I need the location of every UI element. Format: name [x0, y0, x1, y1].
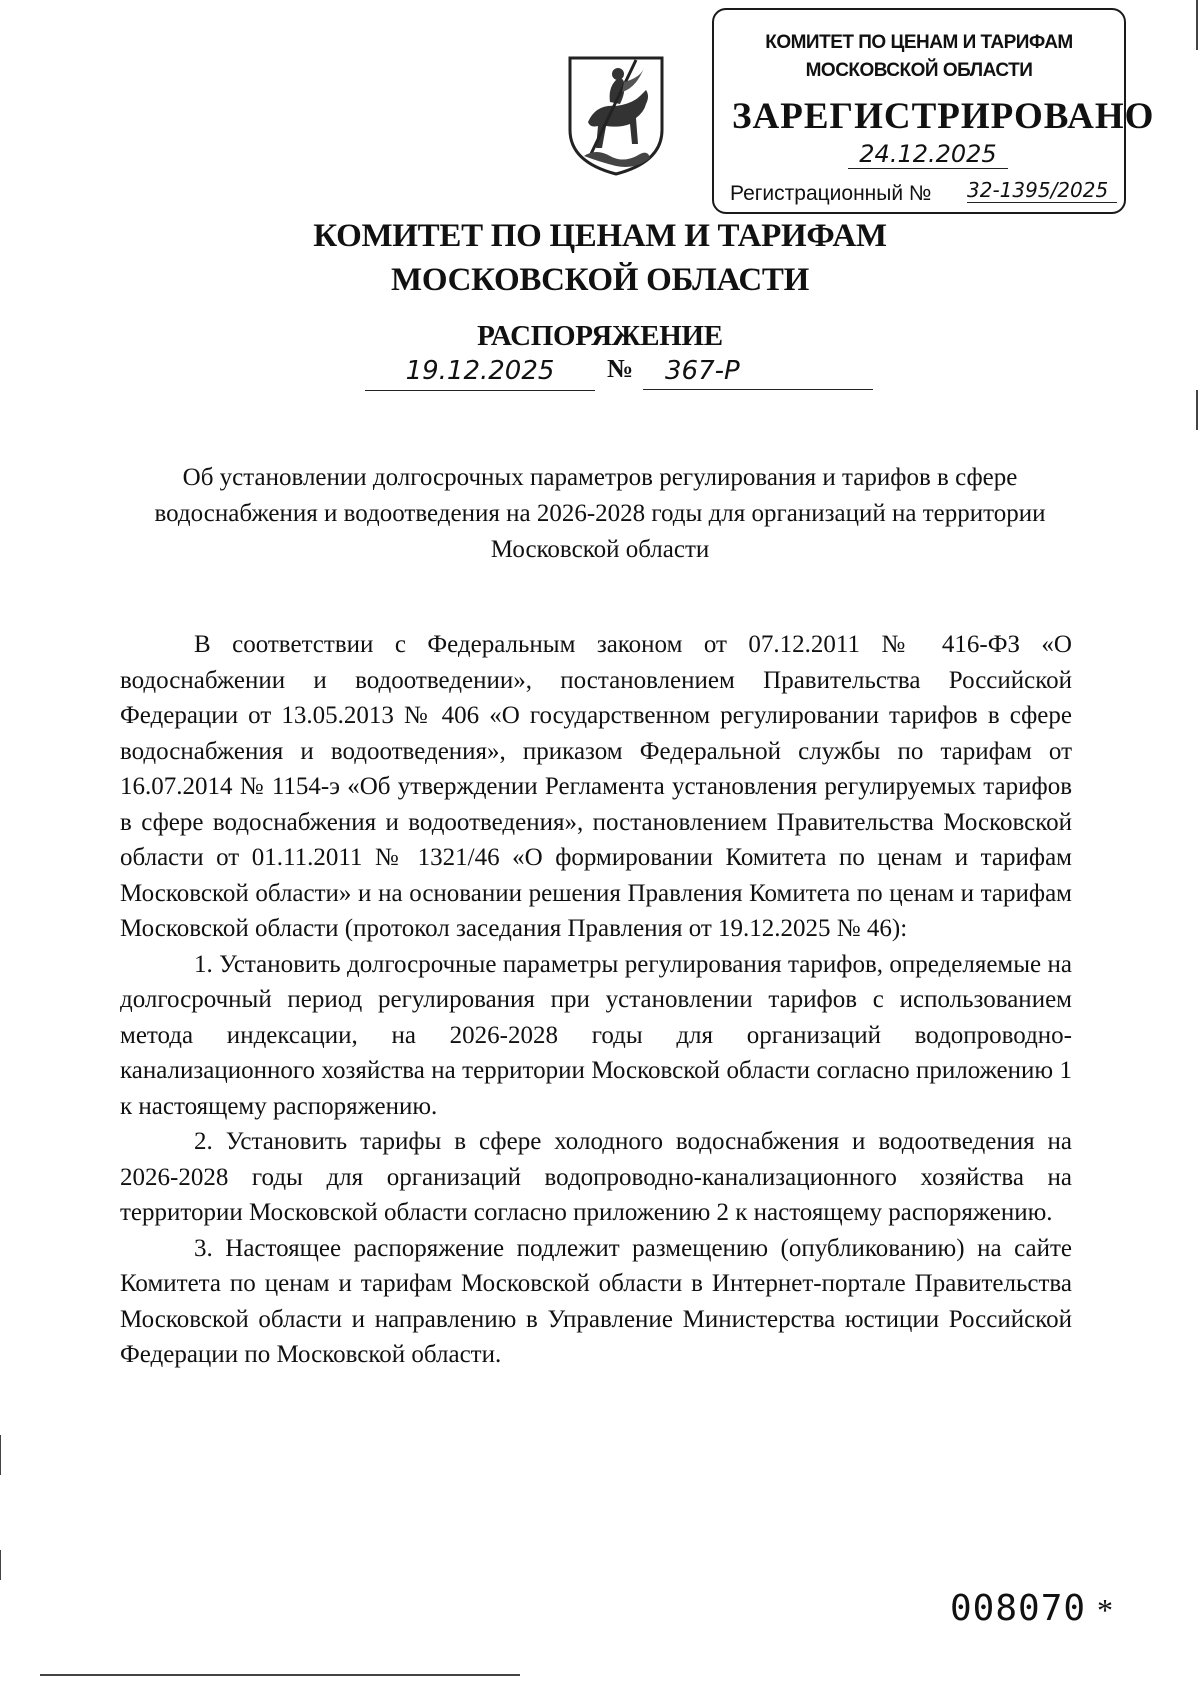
document-type: РАСПОРЯЖЕНИЕ — [477, 320, 723, 352]
serial-number: 008070 — [950, 1588, 1087, 1629]
item-1-paragraph: 1. Установить долгосрочные параметры регулирования тарифов, определяемые на долгосрочный период регулирования при установлении тарифов с использованием метода индексации, на 2026-2028 годы для организаций водопроводно-канализационного хозяйства на территории Московской области согласно приложению 1 к настоящему распоряжению. — [120, 950, 1072, 1120]
stamp-registered: ЗАРЕГИСТРИРОВАНО — [732, 96, 1155, 137]
order-date: 19.12.2025 — [365, 352, 595, 391]
document-title: Об установлении долгосрочных параметров регулирования и тарифов в сфере водоснабжения и водоотведения на 2026-2028 годы для организаций на территории Московской области — [154, 464, 1046, 563]
stamp-org-line2: МОСКОВСКОЙ ОБЛАСТИ — [805, 60, 1033, 81]
coat-of-arms-emblem — [566, 52, 666, 177]
order-date-number-line — [365, 352, 873, 394]
committee-title-line2: МОСКОВСКОЙ ОБЛАСТИ — [391, 262, 809, 298]
committee-title-line1: КОМИТЕТ ПО ЦЕНАМ И ТАРИФАМ — [313, 218, 887, 254]
scan-margin-mark — [0, 1435, 1, 1475]
preamble-paragraph: В соответствии с Федеральным законом от 07.12.2011 № 416-ФЗ «О водоснабжении и водоотведении», постановлением Правительства Российской Федерации от 13.05.2013 № 406 «О государственном регулировании тарифов в сфере водоснабжения и водоотведения», приказом Федеральной службы по тарифам от 16.07.2014 № 1154-э «Об утверждении Регламента установления регулируемых тарифов в сфере водоснабжения и водоотведения», постановлением Правительства Московской области от 01.11.2011 № 1321/46 «О формировании Комитета по ценам и тарифам Московской области» и на основании решения Правления Комитета по ценам и тарифам Московской области (протокол заседания Правления от 19.12.2025 № 46): — [120, 631, 1072, 942]
stamp-date: 24.12.2025 — [848, 140, 1008, 169]
scan-margin-mark — [0, 1550, 1, 1580]
serial-star: * — [1097, 1592, 1113, 1628]
item-3-paragraph: 3. Настоящее распоряжение подлежит размещению (опубликованию) на сайте Комитета по ценам и тарифам Московской области в Интернет-портале Правительства Московской области и направлению в Управление Министерства юстиции Российской Федерации по Московской области. — [120, 1234, 1072, 1368]
registration-stamp — [712, 8, 1155, 214]
stamp-org-line1: КОМИТЕТ ПО ЦЕНАМ И ТАРИФАМ — [765, 32, 1073, 53]
document-body — [120, 627, 1072, 1373]
stamp-number-label: Регистрационный № — [730, 182, 932, 205]
stamp-number: 32-1395/2025 — [967, 178, 1117, 203]
scan-margin-mark — [1196, 0, 1198, 50]
scan-margin-mark — [1196, 390, 1198, 430]
scan-bottom-line — [40, 1674, 520, 1676]
order-number: 367-Р — [643, 352, 873, 390]
item-2-paragraph: 2. Установить тарифы в сфере холодного водоснабжения и водоотведения на 2026-2028 годы для организаций водопроводно-канализационного хозяйства на территории Московской области согласно приложению 2 к настоящему распоряжению. — [120, 1128, 1072, 1226]
order-number-label: № — [607, 354, 634, 383]
